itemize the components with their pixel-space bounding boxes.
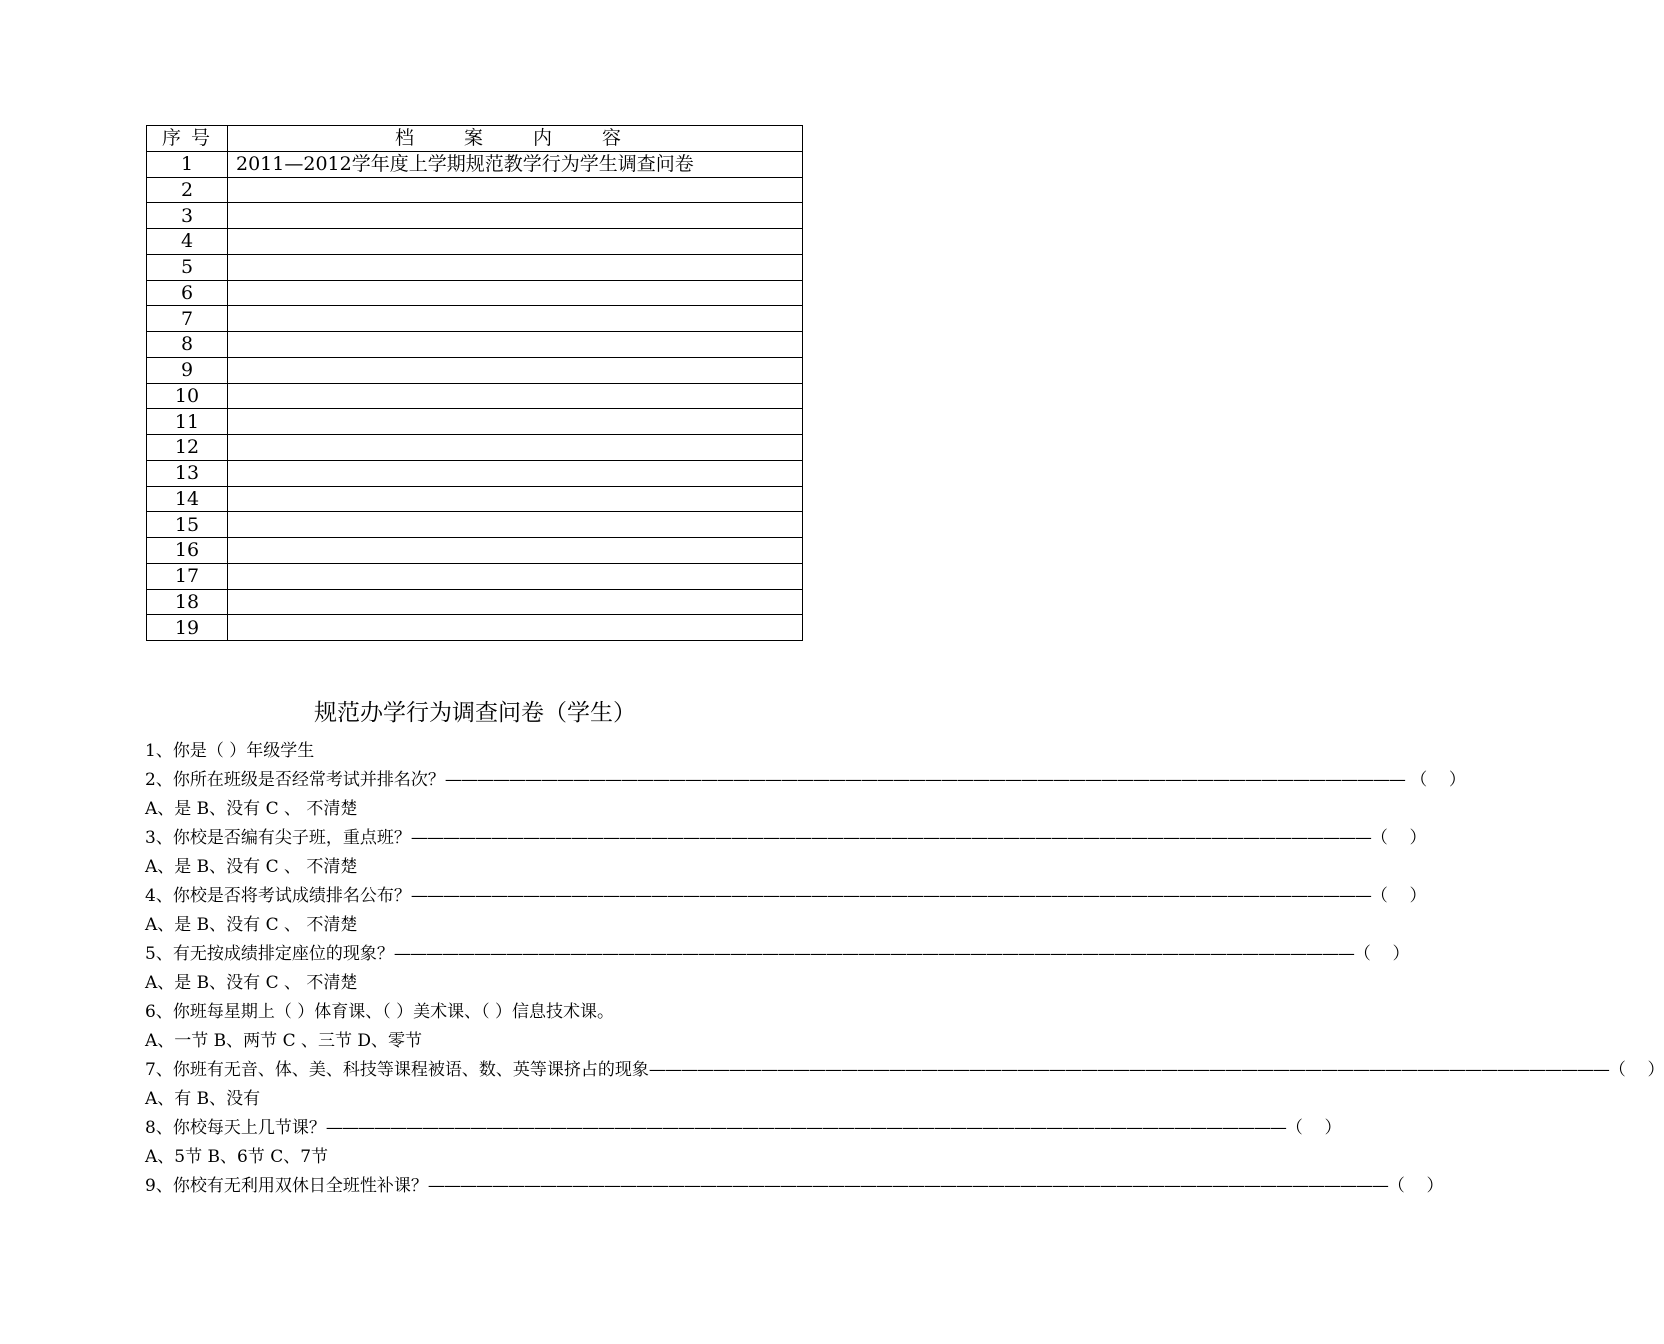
row-content — [228, 435, 803, 461]
question-5-options: A、是 B、没有 C 、 不清楚 — [145, 973, 358, 993]
question-2 — [145, 766, 1466, 795]
row-content — [228, 486, 803, 512]
row-content — [228, 409, 803, 435]
answer-paren: （ ） — [1353, 944, 1410, 964]
row-number: 10 — [147, 383, 228, 409]
archive-index-table — [146, 125, 803, 641]
question-7-text: 7、你班有无音、体、美、科技等课程被语、数、英等课挤占的现象 — [145, 1060, 649, 1080]
table-row — [147, 409, 803, 435]
leader-dashes: ———————————————————————————————————————————————————————————— — [410, 886, 1371, 906]
answer-paren: （ ） — [1370, 828, 1427, 848]
leader-dashes: ———————————————————————————————————————————————————————————— — [648, 1060, 1609, 1080]
question-3-text: 3、你校是否编有尖子班，重点班？ — [145, 828, 411, 848]
survey-questions — [145, 737, 1664, 1201]
question-4-text: 4、你校是否将考试成绩排名公布？ — [145, 886, 411, 906]
answer-paren: （ ） — [1608, 1060, 1664, 1080]
table-row — [147, 306, 803, 332]
archive-index-body — [147, 126, 803, 641]
row-content — [228, 615, 803, 641]
table-row — [147, 229, 803, 255]
row-content — [228, 538, 803, 564]
row-content — [228, 280, 803, 306]
leader-dashes: ———————————————————————————————————————————————————————————— — [410, 828, 1371, 848]
row-number: 1 — [147, 151, 228, 177]
row-content — [228, 512, 803, 538]
row-number: 8 — [147, 332, 228, 358]
question-3-options: A、是 B、没有 C 、 不清楚 — [145, 857, 358, 877]
question-4-options: A、是 B、没有 C 、 不清楚 — [145, 915, 358, 935]
question-5 — [145, 940, 1410, 969]
row-number: 14 — [147, 486, 228, 512]
row-content — [228, 357, 803, 383]
row-content — [228, 589, 803, 615]
question-6-options: A、一节 B、两节 C 、三节 D、零节 — [145, 1031, 423, 1051]
survey-title: 规范办学行为调查问卷（学生） — [314, 700, 636, 726]
row-content — [228, 229, 803, 255]
table-header-row — [147, 126, 803, 152]
question-2-options: A、是 B、没有 C 、 不清楚 — [145, 799, 358, 819]
row-number: 13 — [147, 460, 228, 486]
table-row — [147, 486, 803, 512]
leader-dashes: ———————————————————————————————————————————————————————————— — [325, 1118, 1286, 1138]
table-row — [147, 254, 803, 280]
row-content — [228, 203, 803, 229]
row-number: 17 — [147, 563, 228, 589]
table-row — [147, 538, 803, 564]
row-number: 12 — [147, 435, 228, 461]
row-content — [228, 254, 803, 280]
leader-dashes: ———————————————————————————————————————————————————————————— — [393, 944, 1354, 964]
answer-paren: （ ） — [1285, 1118, 1342, 1138]
question-9 — [145, 1172, 1444, 1201]
question-8-text: 8、你校每天上几节课？ — [145, 1118, 326, 1138]
question-5-text: 5、有无按成绩排定座位的现象？ — [145, 944, 394, 964]
question-7 — [145, 1056, 1664, 1085]
row-number: 6 — [147, 280, 228, 306]
header-content — [228, 126, 803, 152]
question-9-text: 9、你校有无利用双休日全班性补课？ — [145, 1176, 428, 1196]
table-row — [147, 177, 803, 203]
row-number: 16 — [147, 538, 228, 564]
table-row — [147, 357, 803, 383]
question-8 — [145, 1114, 1342, 1143]
row-content — [228, 383, 803, 409]
row-number: 2 — [147, 177, 228, 203]
row-content — [228, 332, 803, 358]
table-row — [147, 332, 803, 358]
row-content — [228, 177, 803, 203]
leader-dashes: ———————————————————————————————————————————————————————————— — [444, 770, 1405, 790]
answer-paren: （ ） — [1387, 1176, 1444, 1196]
table-row — [147, 383, 803, 409]
table-row — [147, 460, 803, 486]
row-number: 9 — [147, 357, 228, 383]
table-row — [147, 151, 803, 177]
question-3 — [145, 824, 1427, 853]
row-number: 4 — [147, 229, 228, 255]
row-number: 11 — [147, 409, 228, 435]
answer-paren: （ ） — [1370, 886, 1427, 906]
answer-paren: （ ） — [1404, 770, 1466, 790]
table-row — [147, 563, 803, 589]
question-4 — [145, 882, 1427, 911]
question-7-options: A、有 B、没有 — [145, 1089, 261, 1109]
header-content-text: 档 案 内 容 — [394, 127, 644, 150]
question-1: 1、你是（ ）年级学生 — [145, 741, 315, 761]
leader-dashes: ———————————————————————————————————————————————————————————— — [427, 1176, 1388, 1196]
row-number: 3 — [147, 203, 228, 229]
table-row — [147, 203, 803, 229]
row-content — [228, 563, 803, 589]
row-number: 7 — [147, 306, 228, 332]
question-2-text: 2、你所在班级是否经常考试并排名次？ — [145, 770, 445, 790]
row-number: 15 — [147, 512, 228, 538]
table-row — [147, 512, 803, 538]
row-content — [228, 460, 803, 486]
table-row — [147, 615, 803, 641]
question-6: 6、你班每星期上（ ）体育课、（ ）美术课、（ ）信息技术课。 — [145, 1002, 615, 1022]
row-content — [228, 306, 803, 332]
row-content: 2011—2012学年度上学期规范教学行为学生调查问卷 — [228, 151, 803, 177]
table-row — [147, 589, 803, 615]
table-row — [147, 280, 803, 306]
table-row — [147, 435, 803, 461]
row-number: 18 — [147, 589, 228, 615]
question-8-options: A、5节 B、6节 C、7节 — [145, 1147, 329, 1167]
row-number: 19 — [147, 615, 228, 641]
row-number: 5 — [147, 254, 228, 280]
header-no: 序 号 — [147, 126, 228, 152]
